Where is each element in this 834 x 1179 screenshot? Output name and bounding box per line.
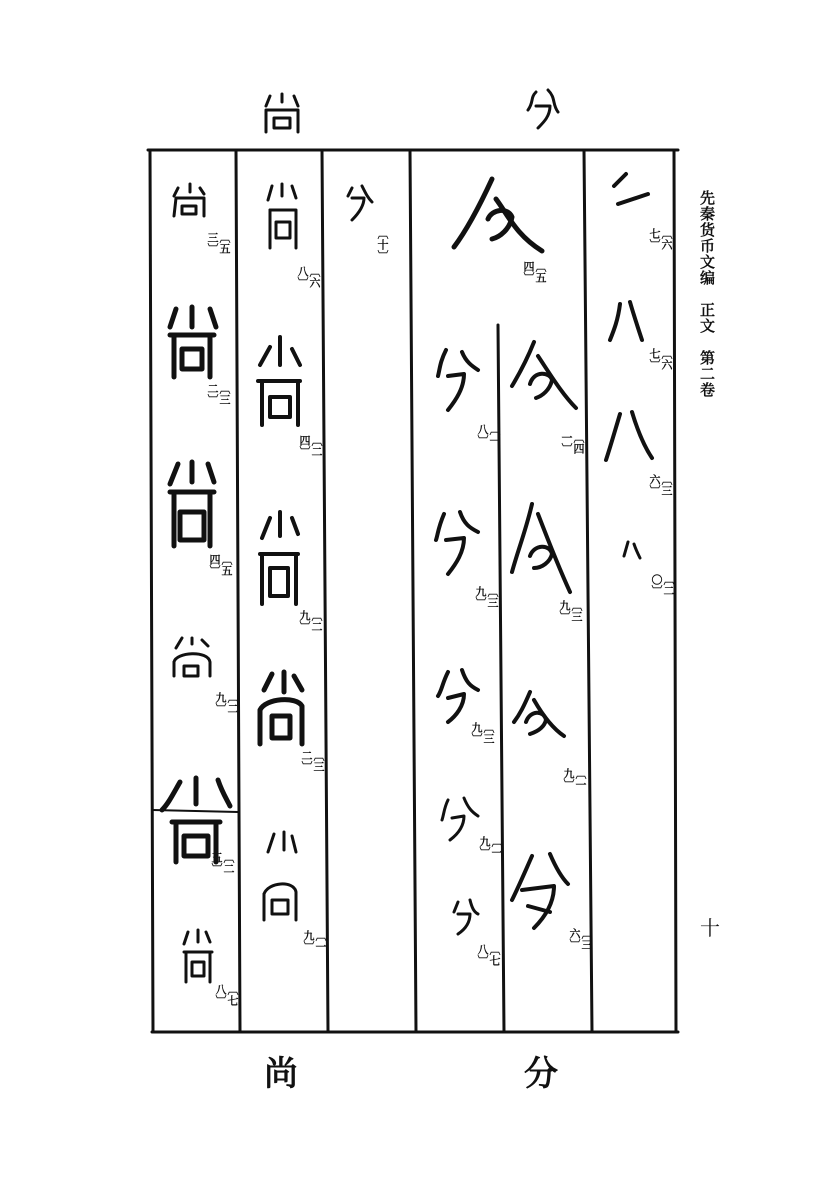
citation: 〔六八〕	[296, 266, 321, 288]
citation: 〔六七〕	[648, 228, 673, 250]
citation: 〔七八〕	[214, 984, 239, 1006]
citation: 〔七八〕	[476, 944, 501, 966]
citation: 〔一九〕	[302, 930, 327, 952]
citation: 〔二五〕	[210, 852, 235, 874]
bottom-label-shang: 尚	[264, 1054, 298, 1094]
citation: 〔三二〕	[206, 383, 231, 405]
citation: 〔一九〕	[562, 768, 587, 790]
page-number: 十	[700, 916, 720, 940]
citation: 〔六七〕	[648, 348, 673, 370]
citation: 〔三九〕	[470, 722, 495, 744]
citation: 〔三九〕	[474, 586, 499, 608]
citation: 〔三九〕	[558, 600, 583, 622]
citation: 〔二九〕	[298, 610, 323, 632]
citation: 〔三六〕	[568, 928, 593, 950]
citation: 〔四一〕	[560, 432, 585, 454]
bottom-label-fen: 分	[524, 1054, 558, 1094]
citation: 〔三六〕	[648, 474, 673, 496]
citation: 〔一八〕	[476, 424, 501, 446]
citation: 〔二〇〕	[650, 574, 675, 596]
running-header: 先秦货币文编 正文 第二卷	[698, 190, 716, 398]
citation: 〔五四〕	[208, 554, 233, 576]
citation: 〔二四〕	[298, 435, 323, 457]
citation: 〔十〕	[376, 228, 389, 261]
citation: 〔三二〕	[300, 750, 325, 772]
citation: 〔五四〕	[522, 261, 547, 283]
citation: 〔五三〕	[206, 232, 231, 254]
citation: 〔二九〕	[214, 692, 239, 714]
citation: 〔一九〕	[478, 836, 503, 858]
